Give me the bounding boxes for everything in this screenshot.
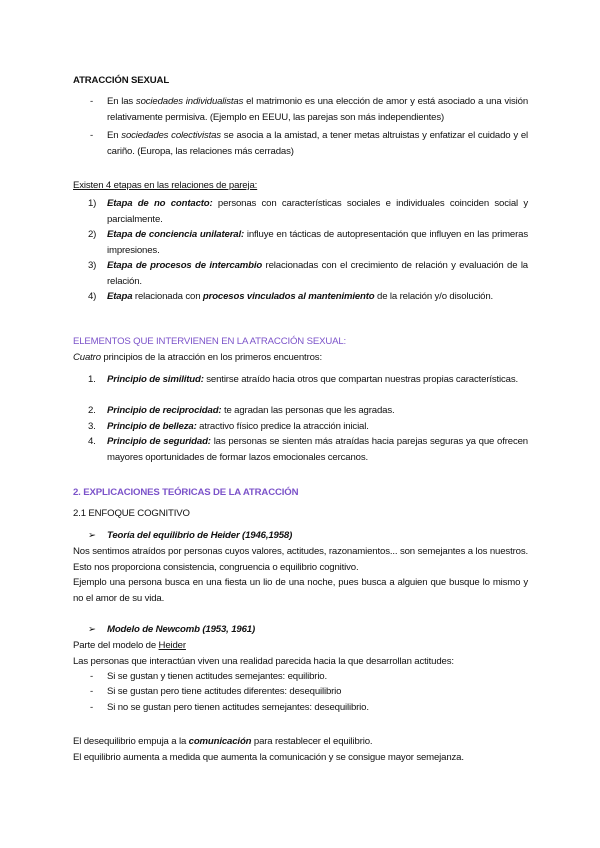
bullet-marker: - <box>90 671 94 682</box>
section-2-heading: 2. EXPLICACIONES TEÓRICAS DE LA ATRACCIÓN <box>73 487 299 498</box>
heider-paragraph-1: Nos sentimos atraídos por personas cuyos valores, actitudes, razonamientos... son semejantes a los nuestros. Esto nos proporciona consistencia, congruencia o equilibrio cognitivo. <box>73 546 528 573</box>
stage-item: Etapa de no contacto: personas con características sociales e individuales coinciden social y parcialmente. <box>107 198 528 225</box>
conclusion-1: El desequilibrio empuja a la comunicación para restablecer el equilibrio. <box>73 736 373 747</box>
stage-item: Etapa de procesos de intercambio relacionadas con el crecimiento de relación y evaluación de la relación. <box>107 260 528 287</box>
newcomb-title: Modelo de Newcomb (1953, 1961) <box>107 624 255 635</box>
bullet-marker: - <box>90 686 94 697</box>
list-marker: 2. <box>88 405 96 416</box>
principle-item: Principio de similitud: sentirse atraído hacia otros que compartan nuestras propias características. <box>107 374 519 385</box>
list-marker: 3. <box>88 421 96 432</box>
page-title: ATRACCIÓN SEXUAL <box>73 75 170 86</box>
list-marker: 2) <box>88 229 97 240</box>
list-marker: 1) <box>88 198 97 209</box>
list-marker: 1. <box>88 374 96 385</box>
list-marker: 4. <box>88 436 96 447</box>
society-item-individualist: En las sociedades individualistas el matrimonio es una elección de amor y está asociado a una visión relativamente permisiva. (Ejemplo en EEUU, las parejas son más independientes) <box>107 96 529 123</box>
newcomb-source: Parte del modelo de Heider <box>73 640 186 651</box>
heider-title: Teoría del equilibrio de Heider (1946,1958) <box>107 530 293 541</box>
newcomb-bullet: Si se gustan y tienen actitudes semejantes: equilibrio. <box>107 671 328 682</box>
bullet-marker: - <box>90 96 94 107</box>
heider-paragraph-2: Ejemplo una persona busca en una fiesta un lio de una noche, pues busca a alguien que busque lo mismo y no el amor de su vida. <box>73 577 528 604</box>
heider-link: Heider <box>158 640 186 651</box>
newcomb-bullet: Si se gustan pero tiene actitudes diferentes: desequilibrio <box>107 686 342 697</box>
principles-intro: Cuatro principios de la atracción en los primeros encuentros: <box>73 352 322 363</box>
section-2-1-heading: 2.1 ENFOQUE COGNITIVO <box>73 508 190 519</box>
society-item-collectivist: En sociedades colectivistas se asocia a la amistad, a tener metas altruistas y enfatizar el cuidado y el cariño. (Europa, las relaciones más cerradas) <box>107 130 528 157</box>
stage-item: Etapa relacionada con procesos vinculados al mantenimiento de la relación y/o disolución. <box>107 291 494 302</box>
stages-heading: Existen 4 etapas en las relaciones de pareja: <box>73 180 258 191</box>
bullet-marker: - <box>90 130 94 141</box>
conclusion-2: El equilibrio aumenta a medida que aumenta la comunicación y se consigue mayor semejanza. <box>73 752 464 763</box>
arrow-bullet-icon: ➢ <box>88 530 96 541</box>
elements-heading: ELEMENTOS QUE INTERVIENEN EN LA ATRACCIÓN SEXUAL: <box>73 336 347 347</box>
newcomb-intro: Las personas que interactúan viven una realidad parecida hacia la que desarrollan actitudes: <box>73 656 454 667</box>
principle-item: Principio de seguridad: las personas se sienten más atraídas hacia parejas seguras ya que ofrecen mayores oportunidades de formar lazos emocionales cercanos. <box>107 436 528 463</box>
stage-item: Etapa de conciencia unilateral: influye en tácticas de autopresentación que influyen en las primeras impresiones. <box>107 229 528 256</box>
principle-item: Principio de belleza: atractivo físico predice la atracción inicial. <box>107 421 369 432</box>
list-marker: 4) <box>88 291 97 302</box>
newcomb-bullet: Si no se gustan pero tienen actitudes semejantes: desequilibrio. <box>107 702 369 713</box>
list-marker: 3) <box>88 260 97 271</box>
arrow-bullet-icon: ➢ <box>88 624 96 635</box>
principle-item: Principio de reciprocidad: te agradan las personas que les agradas. <box>107 405 395 416</box>
bullet-marker: - <box>90 702 94 713</box>
